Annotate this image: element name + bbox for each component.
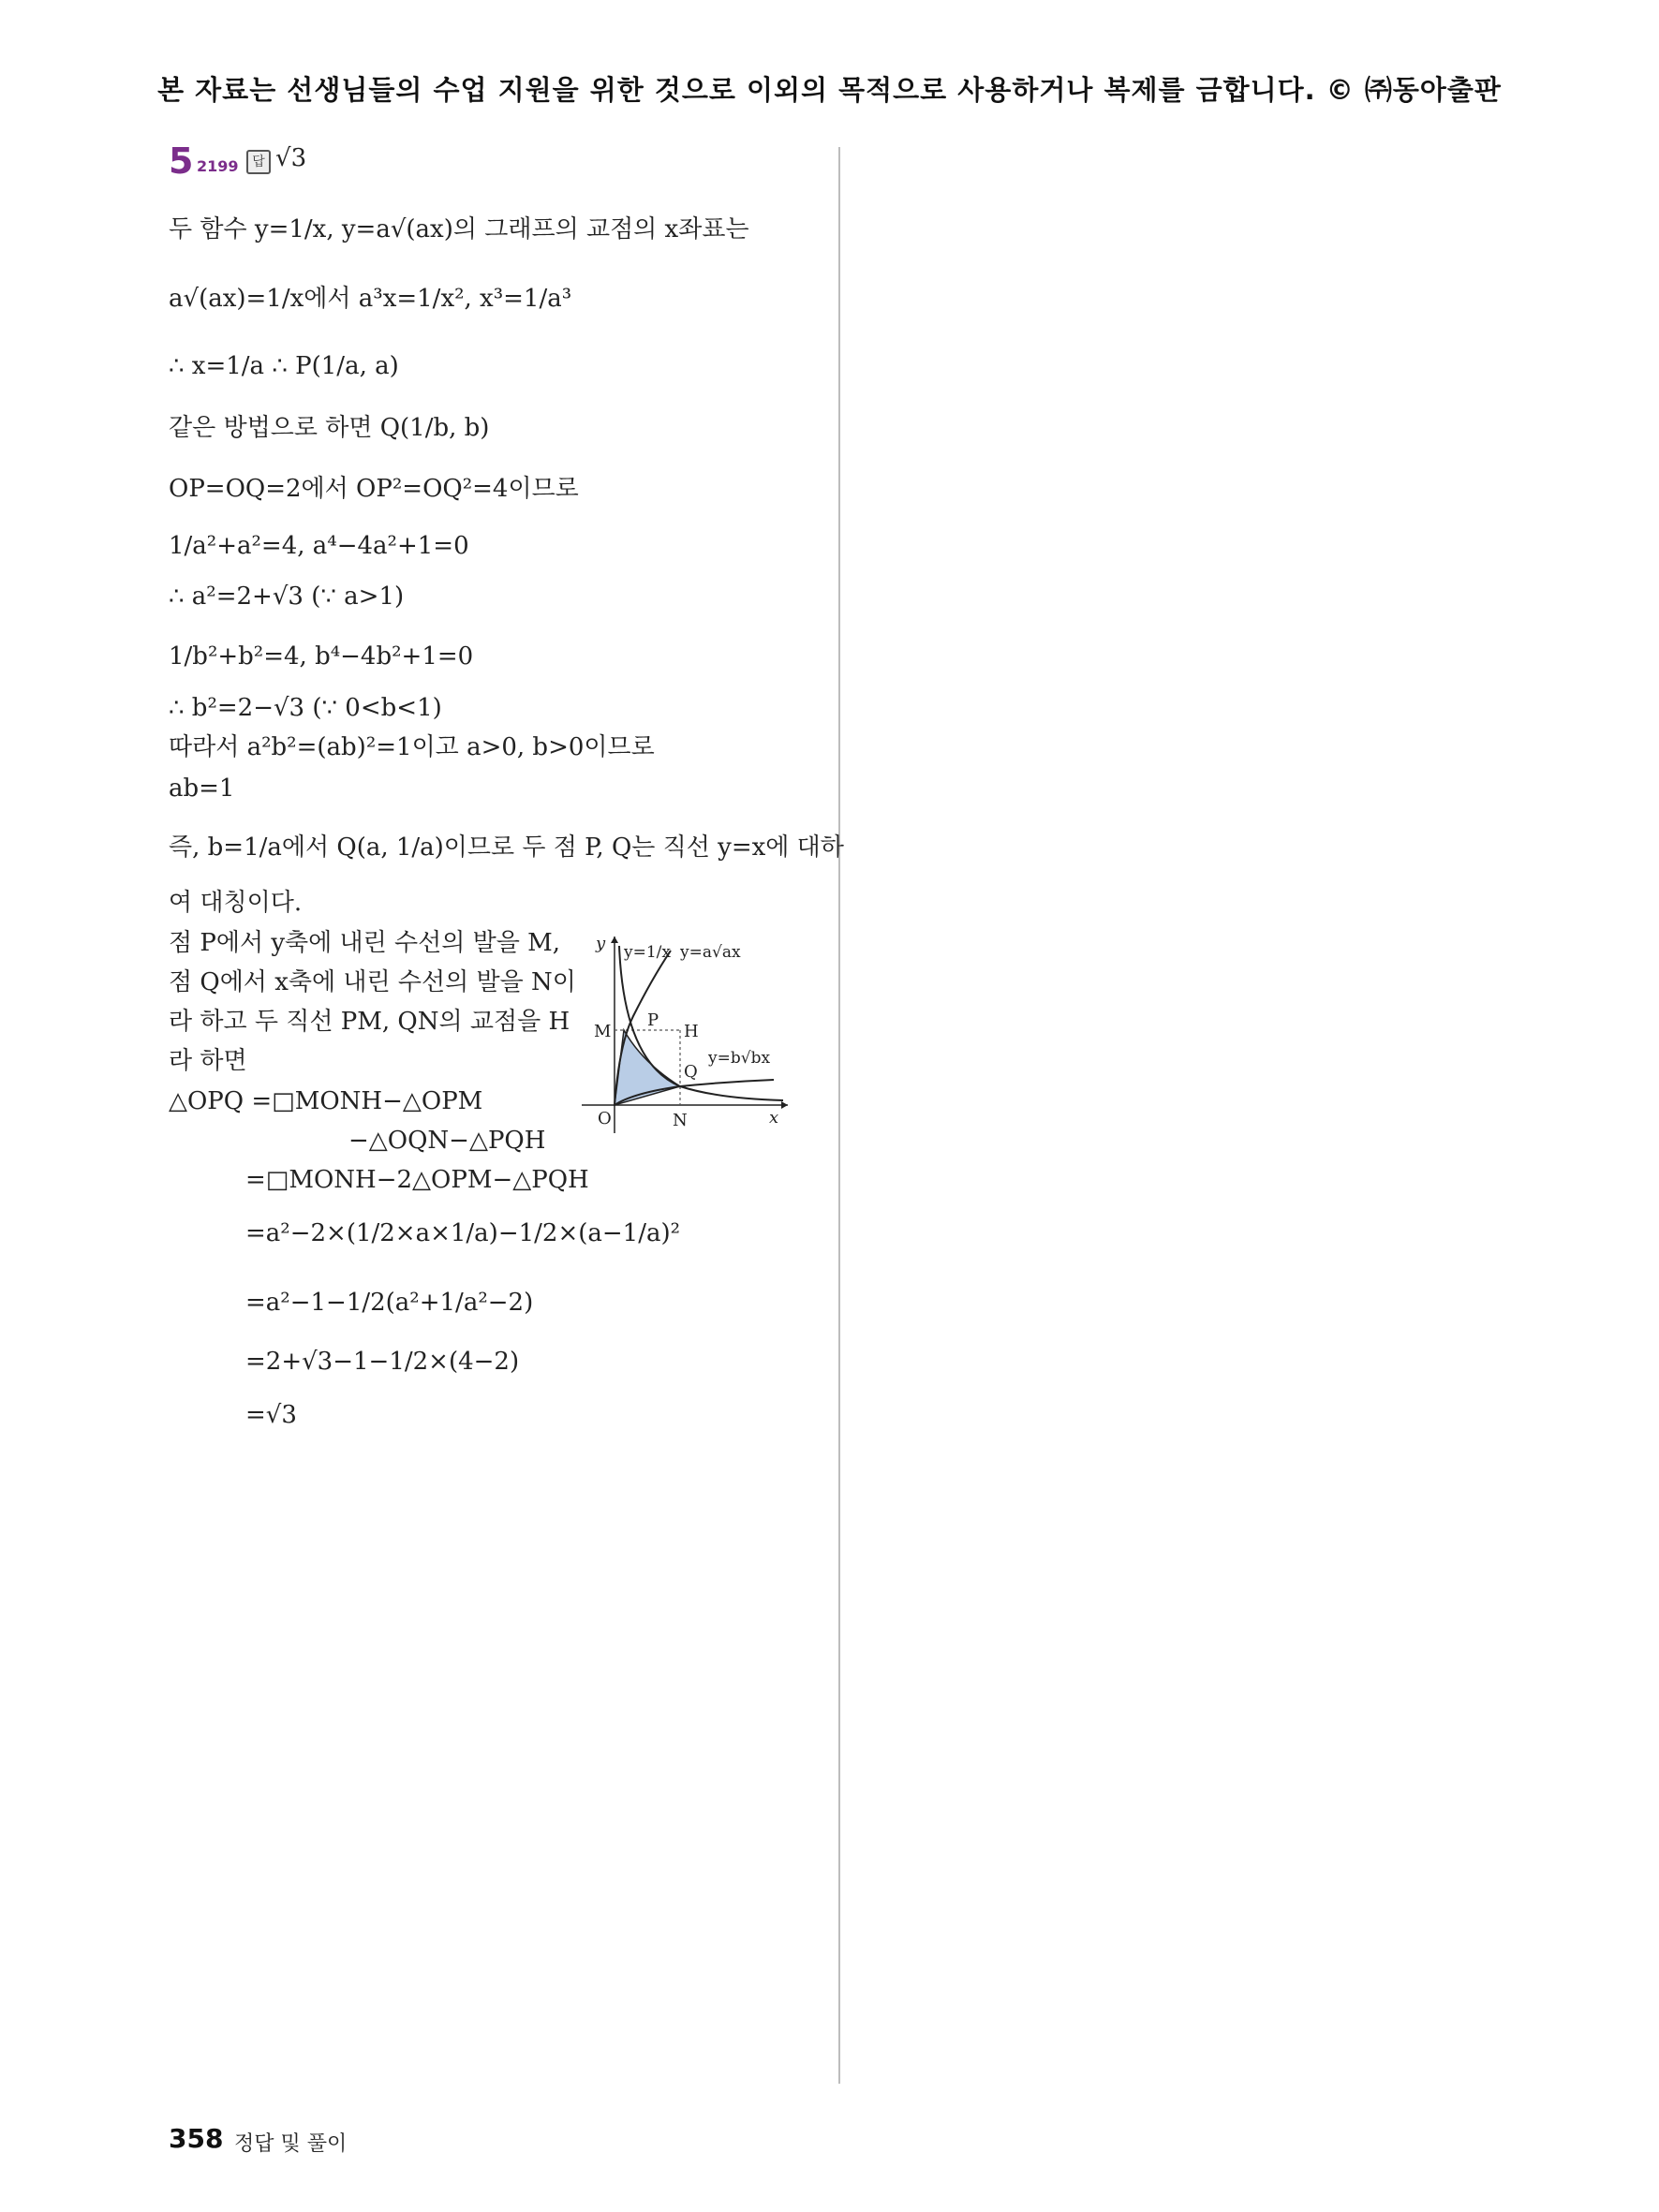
solution-line-7: ∴ a²=2+√3 (∵ a>1): [169, 582, 405, 611]
label-x-axis: x: [769, 1108, 779, 1128]
solution-line-18: △OPQ =□MONH−△OPM: [169, 1087, 483, 1115]
copyright-notice: 본 자료는 선생님들의 수업 지원을 위한 것으로 이외의 목적으로 사용하거나 복제를 금합니다. © ㈜동아출판: [157, 74, 1502, 106]
label-q: Q: [684, 1062, 698, 1082]
answer-icon: 답: [246, 150, 271, 174]
solution-line-6: 1/a²+a²=4, a⁴−4a²+1=0: [169, 532, 469, 560]
solution-line-16: 라 하고 두 직선 PM, QN의 교점을 H: [169, 1008, 570, 1036]
label-curve2: y=a√ax: [680, 943, 741, 962]
solution-line-11: ab=1: [169, 774, 235, 803]
solution-line-17: 라 하면: [169, 1047, 247, 1075]
solution-line-9: ∴ b²=2−√3 (∵ 0<b<1): [169, 694, 442, 722]
solution-line-4: 같은 방법으로 하면 Q(1/b, b): [169, 414, 490, 442]
solution-line-23: =2+√3−1−1/2×(4−2): [245, 1348, 520, 1376]
label-curve3: y=b√bx: [708, 1049, 771, 1068]
label-h: H: [684, 1022, 699, 1041]
solution-line-15: 점 Q에서 x축에 내린 수선의 발을 N이: [169, 968, 576, 996]
label-n: N: [673, 1111, 688, 1130]
solution-line-5: OP=OQ=2에서 OP²=OQ²=4이므로: [169, 475, 579, 503]
solution-line-24: =√3: [245, 1401, 297, 1429]
solution-line-2: a√(ax)=1/x에서 a³x=1/x², x³=1/a³: [169, 285, 572, 313]
graph-figure: [577, 932, 792, 1138]
label-y-axis: y: [596, 934, 606, 953]
solution-line-13: 여 대칭이다.: [169, 889, 303, 917]
solution-line-14: 점 P에서 y축에 내린 수선의 발을 M,: [169, 929, 561, 957]
answer-value: √3: [275, 144, 307, 172]
solution-line-8: 1/b²+b²=4, b⁴−4b²+1=0: [169, 642, 474, 671]
solution-line-10: 따라서 a²b²=(ab)²=1이고 a>0, b>0이므로: [169, 733, 655, 761]
problem-number: 5: [169, 140, 194, 182]
solution-line-19: −△OQN−△PQH: [348, 1127, 546, 1155]
label-p: P: [647, 1010, 659, 1030]
page-number: 358: [169, 2123, 224, 2154]
solution-line-12: 즉, b=1/a에서 Q(a, 1/a)이므로 두 점 P, Q는 직선 y=x에 대하: [169, 833, 844, 862]
x-axis-arrow: [781, 1101, 788, 1109]
column-divider: [838, 147, 840, 2084]
solution-line-1: 두 함수 y=1/x, y=a√(ax)의 그래프의 교점의 x좌표는: [169, 215, 749, 243]
solution-line-3: ∴ x=1/a ∴ P(1/a, a): [169, 352, 399, 380]
y-axis-arrow: [611, 936, 618, 943]
solution-line-22: =a²−1−1/2(a²+1/a²−2): [245, 1289, 534, 1317]
solution-line-20: =□MONH−2△OPM−△PQH: [245, 1166, 589, 1194]
label-m: M: [594, 1022, 612, 1041]
footer-label: 정답 및 풀이: [234, 2132, 348, 2156]
label-curve1: y=1/x: [624, 943, 671, 962]
label-origin: O: [598, 1109, 612, 1128]
solution-line-21: =a²−2×(1/2×a×1/a)−1/2×(a−1/a)²: [245, 1219, 681, 1247]
problem-code: 2199: [197, 157, 239, 175]
